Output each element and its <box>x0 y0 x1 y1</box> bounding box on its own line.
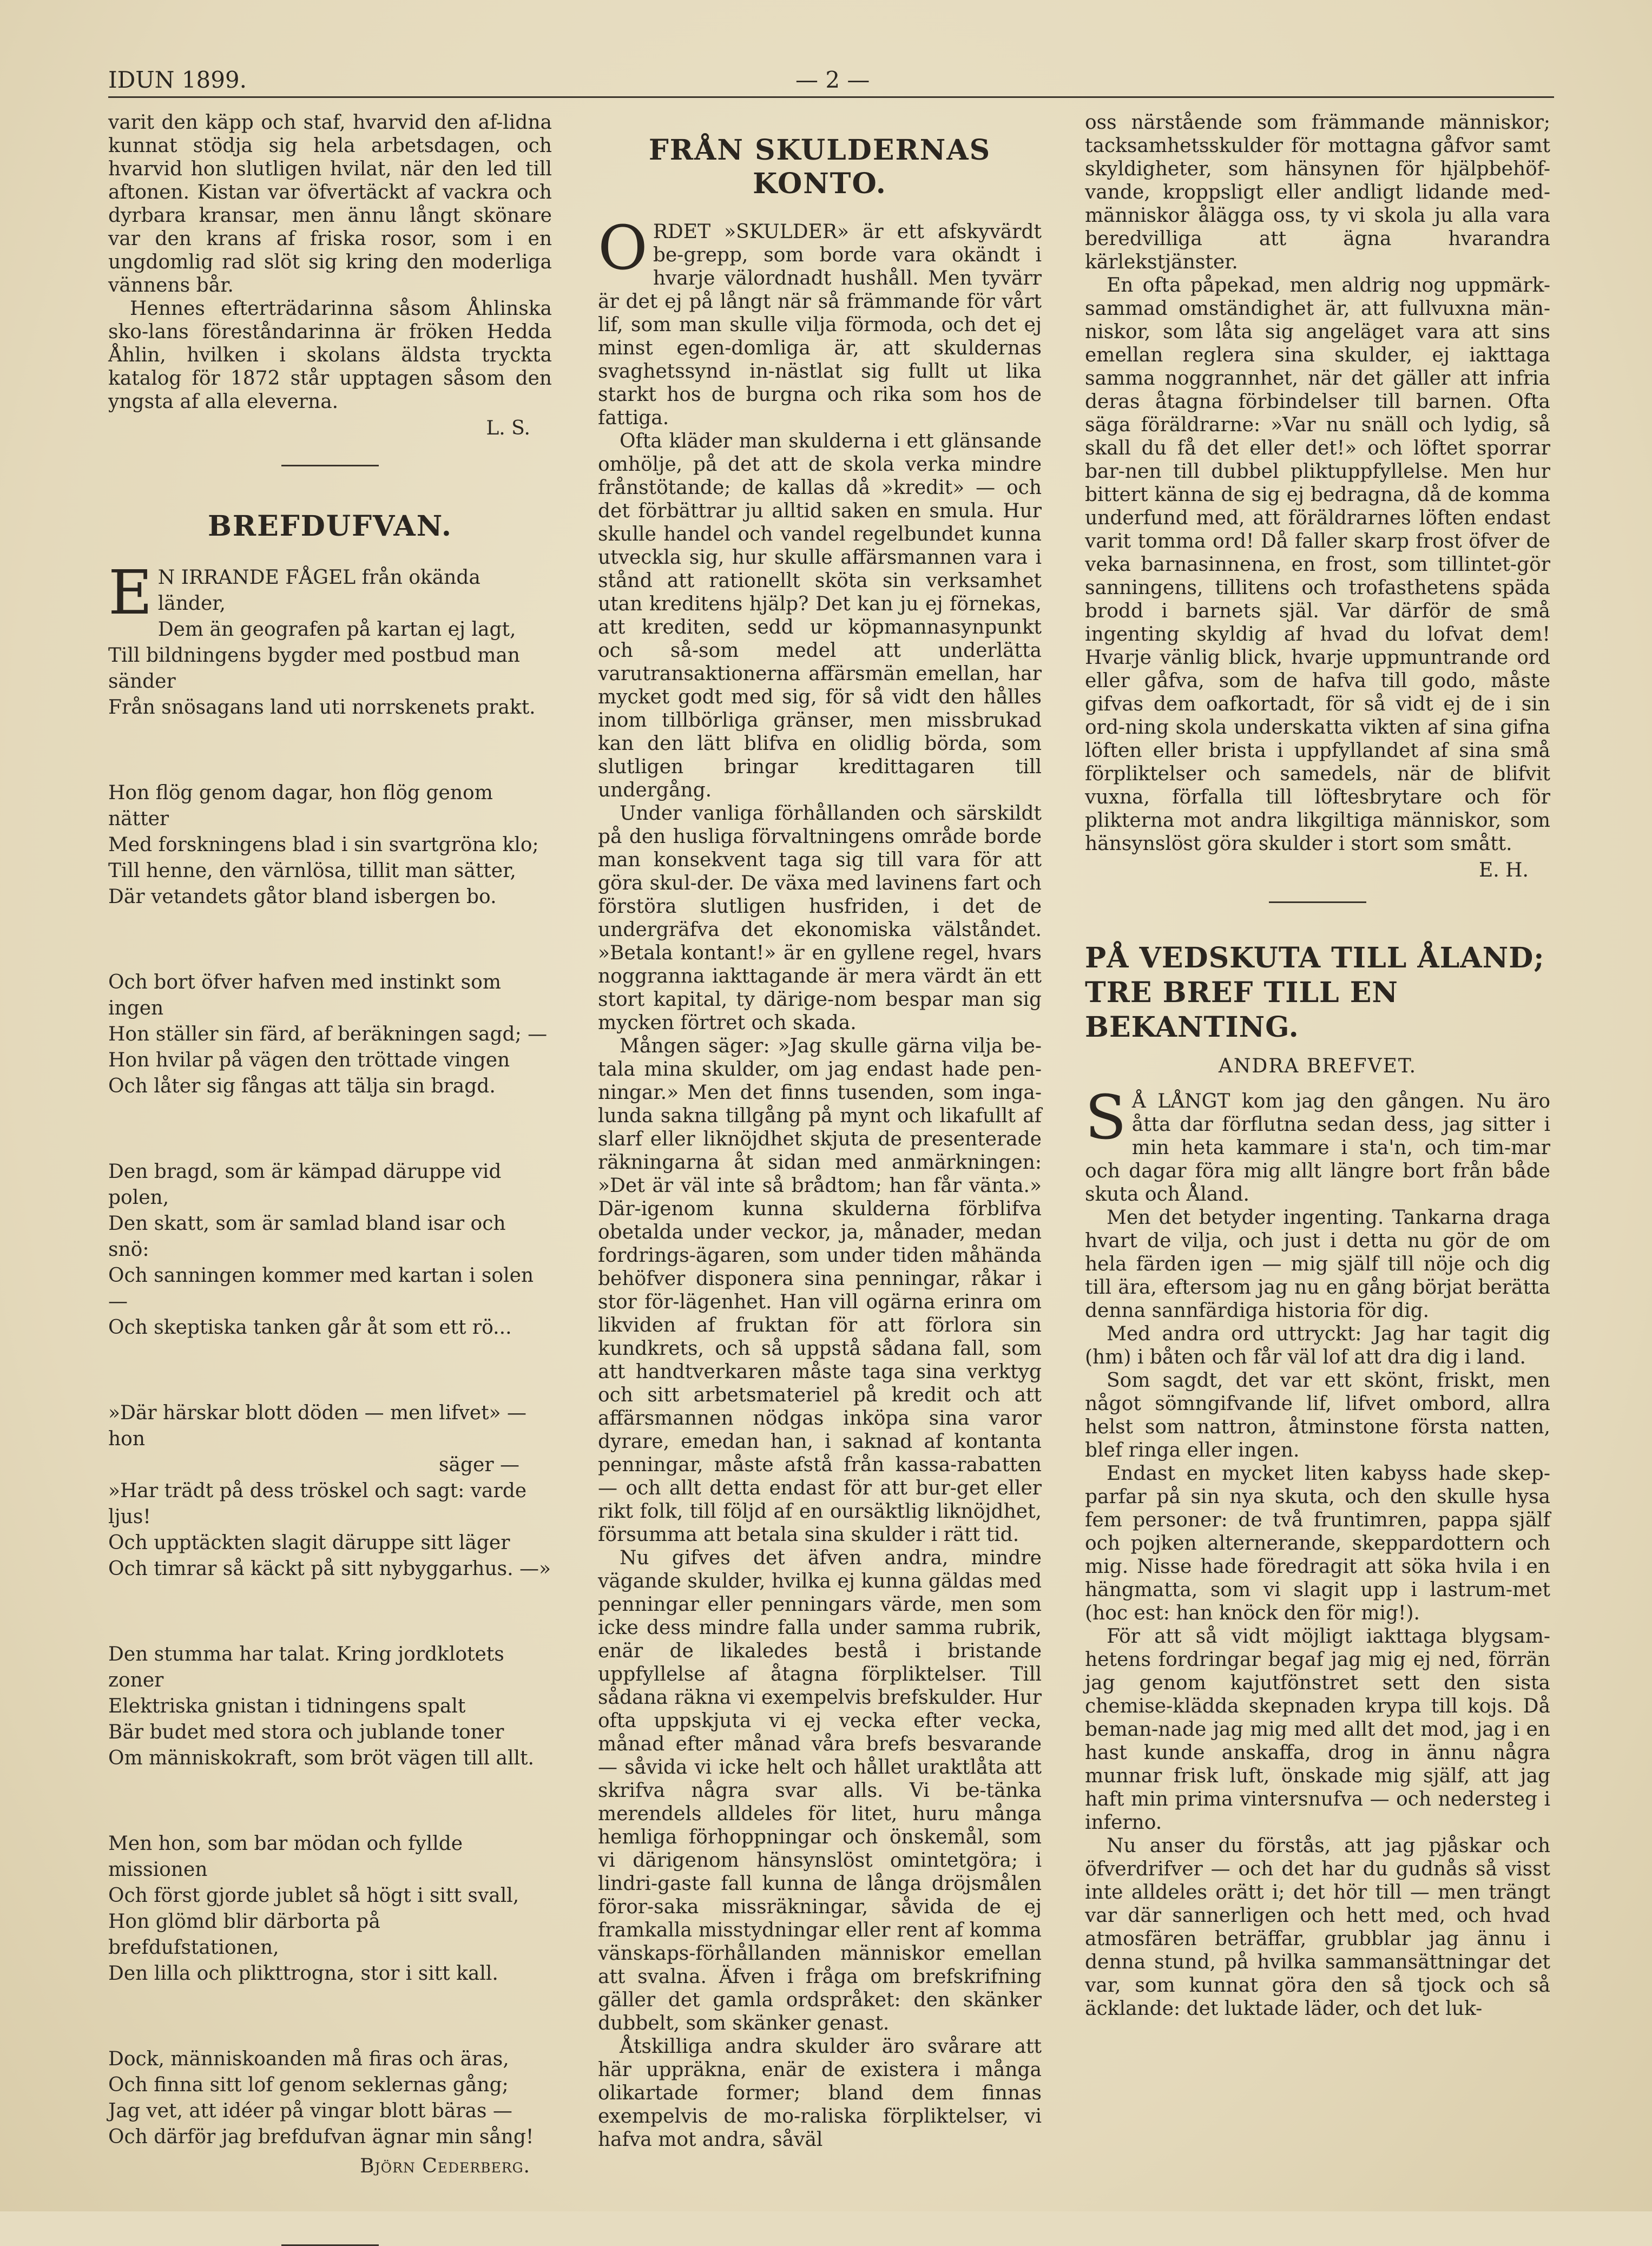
poem-stanza <box>108 558 552 721</box>
poem-stanza <box>108 970 552 1099</box>
article-paragraph: ORDET »SKULDER» är ett afskyvärdt be-grepp, som borde vara okändt i hvarje välordnadt hushåll. Men tyvärr är det ej på långt när så främmande för vårt lif, som man skulle vilja förmoda, och det ej minst egen-domliga är, att skuldernas svaghetssynd in-nästlat sig fullt ut lika starkt hos de burgna och rika som hos de fattiga. <box>598 213 1042 429</box>
poem-stanza <box>108 2046 552 2150</box>
article-paragraph: Ofta kläder man skulderna i ett glänsande omhölje, på det att de skola verka mindre frånstötande; de kallas då »kredit» — och det förbättrar ju alltid saken en smula. Hur skulle handel och vandel regelbundet kunna utveckla sig, hur skulle affärsmannen vara i stånd att rationellt sköta sin verksamhet utan kreditens hjälp? Det kan ju ej förnekas, att krediten, sedd ur köpmannasynpunkt och så-som medel att underlätta varutransaktionerna affärsmän emellan, har mycket godt med sig, för så vidt den hålles inom tillbörliga gränser, men missbrukad kan den lätt blifva en olidlig börda, som slutligen bringar kredittagaren till undergång. <box>598 430 1042 801</box>
page-number: — 2 — <box>795 67 870 93</box>
poem-line: Om människokraft, som bröt vägen till allt. <box>108 1747 534 1769</box>
page-header <box>108 64 1554 98</box>
article-paragraph: Endast en mycket liten kabyss hade skep-parfar på sin nya skuta, och den skulle hysa fem personer: de två fruntimren, pappa själf och pojken alternerande, skeppardottern och mig. Nisse hade föredragit att söka hvila i en hängmatta, som vi slagit upp i lastrum-met (hoc est: han knöck den för mig!). <box>1085 1463 1550 1624</box>
dropcap: O <box>598 213 648 284</box>
poem-line: Och skeptiska tanken går åt som ett rö... <box>108 1316 512 1339</box>
poem-line: Hon hvilar på vägen den tröttade vingen <box>108 1049 510 1071</box>
poem-line: Och sanningen kommer med kartan i solen — <box>108 1264 534 1313</box>
article-paragraph: S Å LÅNGT kom jag den gången. Nu äro åtta dar förflutna sedan dess, jag sitter i min heta kammare i sta'n, och tim-mar och dagar föra mig allt längre bort från både skuta och Åland. <box>1085 1083 1550 1206</box>
poem-line: »Där härskar blott döden — men lifvet» — hon <box>108 1402 527 1450</box>
poem-stanza <box>108 780 552 910</box>
poem-stanza <box>108 1159 552 1341</box>
poem <box>108 558 552 2246</box>
poem-line: »Har trädt på dess tröskel och sagt: varde ljus! <box>108 1480 527 1528</box>
intro-signature: L. S. <box>486 417 530 439</box>
poem-stanza <box>108 1831 552 1987</box>
poem-line: Där vetandets gåtor bland isbergen bo. <box>108 886 497 908</box>
poem-line: Hon glömd blir därborta på brefdufstationen, <box>108 1911 380 1959</box>
poem-line: Och finna sitt lof genom seklernas gång; <box>108 2074 509 2096</box>
poem-line: Och därför jag brefdufvan ägnar min sång! <box>108 2126 534 2148</box>
poem-line: Dem än geografen på kartan ej lagt, <box>157 618 516 641</box>
poem-line: Från snösagans land uti norrskenets prakt. <box>108 696 536 719</box>
poem-line: Och först gjorde jublet så högt i sitt svall, <box>108 1885 519 1907</box>
poem-line: säger — <box>439 1454 519 1476</box>
poem-stanza <box>108 1642 552 1771</box>
article-paragraph: Under vanliga förhållanden och särskildt på den husliga förvaltningens område borde man konsekvent taga sig till vara för att göra skul-der. De växa med lavinens fart och förstöra slutligen husfriden, i det de undergräfva det ekonomiska välståndet. »Betala kontant!» är en gyllene regel, hvars noggranna iakttagande är mera värdt än ett stort kapital, ty därige-nom bespar man sig mycken förtret och skada. <box>598 802 1042 1034</box>
poem-line: E N IRRANDE FÅGEL från okända länder, <box>108 558 481 628</box>
poem-line: Till henne, den värnlösa, tillit man sätter, <box>108 860 516 882</box>
intro-paragraph: varit den käpp och staf, hvarvid den af-lidna kunnat stödja sig hela arbetsdagen, och hvarvid hon slutligen hvilat, när den led till aftonen. Kistan var öfvertäckt af vackra och dyrbara kransar, men ännu långt skönare var den krans af friska rosor, som i en ungdomlig rad slöt sig kring den moderliga vännens bår. <box>108 111 552 297</box>
article-title: PÅ VEDSKUTA TILL ÅLAND; TRE BREF TILL EN BEKANTING. <box>1085 941 1545 1044</box>
dropcap: E <box>108 558 153 628</box>
article-paragraph: Nu gifves det äfven andra, mindre vägande skulder, hvilka ej kunna gäldas med penningar eller penningars värde, men som icke dess mindre falla under samma rubrik, enär de likaledes bestå i bristande uppfyllelse af åtagna förpliktelser. Till sådana räkna vi exempelvis brefskulder. Hur ofta uppskjuta vi ej vecka efter vecka, månad efter månad våra brefs besvarande — såvida vi icke helt och hållet uraktlåta att skrifva några svar alls. Vi be-tänka merendels alldeles för litet, huru många hemliga förhoppningar och önskemål, som vi därigenom hänsynslöst omintetgöra; i lindri-gaste fall kunna de långa dröjsmålen föror-saka missräkningar, såvida de ej framkalla misstydningar eller rent af komma vänskaps-förhållanden människor emellan att svalna. Äfven i fråga om brefskrifning gäller det gamla ordspråket: den skänker dubbelt, som skänker genast. <box>598 1547 1042 2034</box>
article-title: FRÅN SKULDERNAS KONTO. <box>648 134 991 200</box>
poem-line: Med forskningens blad i sin svartgröna klo; <box>108 834 539 856</box>
poem-line: Dock, människoanden må firas och äras, <box>108 2048 509 2070</box>
poem-line: Hon flög genom dagar, hon flög genom nätter <box>108 782 493 830</box>
column-2 <box>598 111 1042 2151</box>
article-paragraph: Åtskilliga andra skulder äro svårare att här uppräkna, enär de existera i många olikartade former; bland dem finnas exempelvis de mo-raliska förpliktelser, vi hafva mot andra, såväl <box>598 2036 1042 2151</box>
poem-line: Och timrar så käckt på sitt nybyggarhus. —» <box>108 1558 551 1580</box>
poem-title: BREFDUFVAN. <box>207 510 453 543</box>
article-paragraph: Med andra ord uttryckt: Jag har tagit dig (hm) i båten och får väl lof att dra dig i land. <box>1085 1323 1550 1368</box>
poem-line: Den skatt, som är samlad bland isar och snö: <box>108 1213 506 1261</box>
poem-signature: Björn Cederberg. <box>360 2155 530 2177</box>
intro-paragraph: Hennes efterträdarinna såsom Åhlinska sko-lans föreståndarinna är fröken Hedda Åhlin, hvilken i skolans äldsta tryckta katalog för 1872 står upptagen såsom den yngsta af alla eleverna. <box>108 298 552 413</box>
poem-stanza <box>108 1400 552 1582</box>
column-1 <box>108 111 552 2177</box>
poem-line: Den bragd, som är kämpad däruppe vid polen, <box>108 1161 502 1209</box>
poem-line: Den stumma har talat. Kring jordklotets zoner <box>108 1643 504 1691</box>
article-paragraph: För att så vidt möjligt iakttaga blygsam-hetens fordringar begaf jag mig ej ned, förrän jag genom kajutfönstret sett den sista chemise-klädda skepnaden krypa till kojs. Då beman-nade jag mig med allt det mod, jag i en hast kunde anskaffa, drog in ännu några munnar frisk luft, önskade mig själf, att jag haft min prima vintersnufva — och nedersteg i inferno. <box>1085 1625 1550 1834</box>
poem-line: Men hon, som bar mödan och fyllde missionen <box>108 1833 463 1881</box>
article-paragraph: oss närstående som främmande människor; tacksamhetsskulder för mottagna gåfvor samt skyldigheter, som hänsynen för hjälpbehöf-vande, kroppsligt eller andligt lidande med-människor ålägga oss, ty vi skola ju alla vara beredvilliga att ägna hvarandra kärlekstjänster. <box>1085 111 1550 273</box>
column-3 <box>1085 111 1550 2113</box>
poem-line: Hon ställer sin färd, af beräkningen sagd; — <box>108 1023 548 1045</box>
article-signature: E. H. <box>1478 859 1529 881</box>
article-subtitle: ANDRA BREFVET. <box>1218 1055 1417 1077</box>
dropcap: S <box>1085 1083 1127 1153</box>
poem-line: Elektriska gnistan i tidningens spalt <box>108 1695 466 1717</box>
poem-line: Jag vet, att idéer på vingar blott bäras — <box>108 2100 512 2122</box>
poem-line: Och bort öfver hafven med instinkt som ingen <box>108 971 501 1019</box>
article-paragraph: Mången säger: »Jag skulle gärna vilja be-tala mina skulder, om jag endast hade pen-ningar.» Men det finns tusenden, som inga-lunda sakna tillgång på mynt och likafullt af slarf eller liknöjdhet skjuta de presenterade räkningarna åt sidan med anmärkningen: »Det är väl inte så brådtom; han får vänta.» Där-igenom kunna skulderna förblifva obetalda under veckor, ja, månader, medan fordrings-ägaren, som under tiden måhända behöfver disponera sina penningar, råkar i stor för-lägenhet. Han vill ogärna erinra om likviden af fruktan för att förlora sin kundkrets, och så uppstå sådana fall, som att handtverkaren måste taga sina verktyg och sitt arbetsmateriel på kredit och att affärsmannen nödgas inköpa sina varor dyrare, emedan han, i saknad af kontanta penningar, måste afstå från kassa-rabatten — och allt detta endast för att bur-get eller rikt folk, till följd af en oursäktlig liknöjdhet, försumma att betala sina skulder i rätt tid. <box>598 1035 1042 1546</box>
article-paragraph: Nu anser du förstås, att jag pjåskar och öfverdrifver — och det har du gudnås så visst inte alldeles orätt i; det hör till — men trängt var där sannerligen och hett med, och hvad atmosfären beträffar, grubblar jag ännu i denna stund, på hvilka sammansättningar det var, som kunnat göra den så tjock och så äcklande: det luktade läder, och det luk- <box>1085 1835 1550 2020</box>
poem-line: Och upptäckten slagit däruppe sitt läger <box>108 1532 510 1554</box>
article-paragraph: Men det betyder ingenting. Tankarna draga hvart de vilja, och just i detta nu gör de om hela färden igen — mig själf till nöje och dig till ära, eftersom jag nu en gång börjat berätta denna sannfärdiga historia för dig. <box>1085 1207 1550 1322</box>
section-divider <box>281 465 379 466</box>
poem-line: Den lilla och plikttrogna, stor i sitt kall. <box>108 1962 498 1985</box>
publication-name: IDUN 1899. <box>108 67 247 93</box>
poem-line: Till bildningens bygder med postbud man sänder <box>108 644 520 693</box>
article-paragraph: Som sagdt, det var ett skönt, friskt, men något sömngifvande lif, lifvet ombord, allra helst som nattron, åtminstone första natten, blef ringa eller ingen. <box>1085 1369 1550 1461</box>
poem-line: Och låter sig fångas att tälja sin bragd. <box>108 1075 496 1097</box>
article-paragraph: En ofta påpekad, men aldrig nog uppmärk-sammad omständighet är, att fullvuxna män-niskor, som låta sig angeläget vara att sins emellan reglera sina skulder, ej iakttaga samma noggrannhet, när det gäller att infria deras åtagna förbindelser till barnen. Ofta säga föräldrarne: »Var nu snäll och lydig, så skall du få det eller det!» och löftet sporrar bar-nen till dubbel pliktuppfyllelse. Men hur bittert känna de sig ej bedragna, då de komma underfund med, att föräldrarnes löften endast varit tomma ord! Då faller skarp frost öfver de veka barnasinnena, en frost, som tillintet-gör sanningens, tillitens och trofasthetens späda brodd i barnets själ. Var därför de små ingenting skyldig af hvad du lofvat dem! Hvarje vänlig blick, hvarje uppmuntrande ord eller gåfva, som de hafva till godo, måste gifvas dem oafkortadt, för så vidt ej de i sin ord-ning skola underskatta vikten af sina gifna löften eller brista i uppfyllandet af sina små förpliktelser och samedels, när de blifvit vuxna, förfalla till löftesbrytare och för plikterna mot andra likgiltiga människor, som hänsynslöst göra skulder i stort som smått. <box>1085 274 1550 855</box>
section-divider <box>1269 901 1366 903</box>
poem-line: Bär budet med stora och jublande toner <box>108 1721 504 1743</box>
